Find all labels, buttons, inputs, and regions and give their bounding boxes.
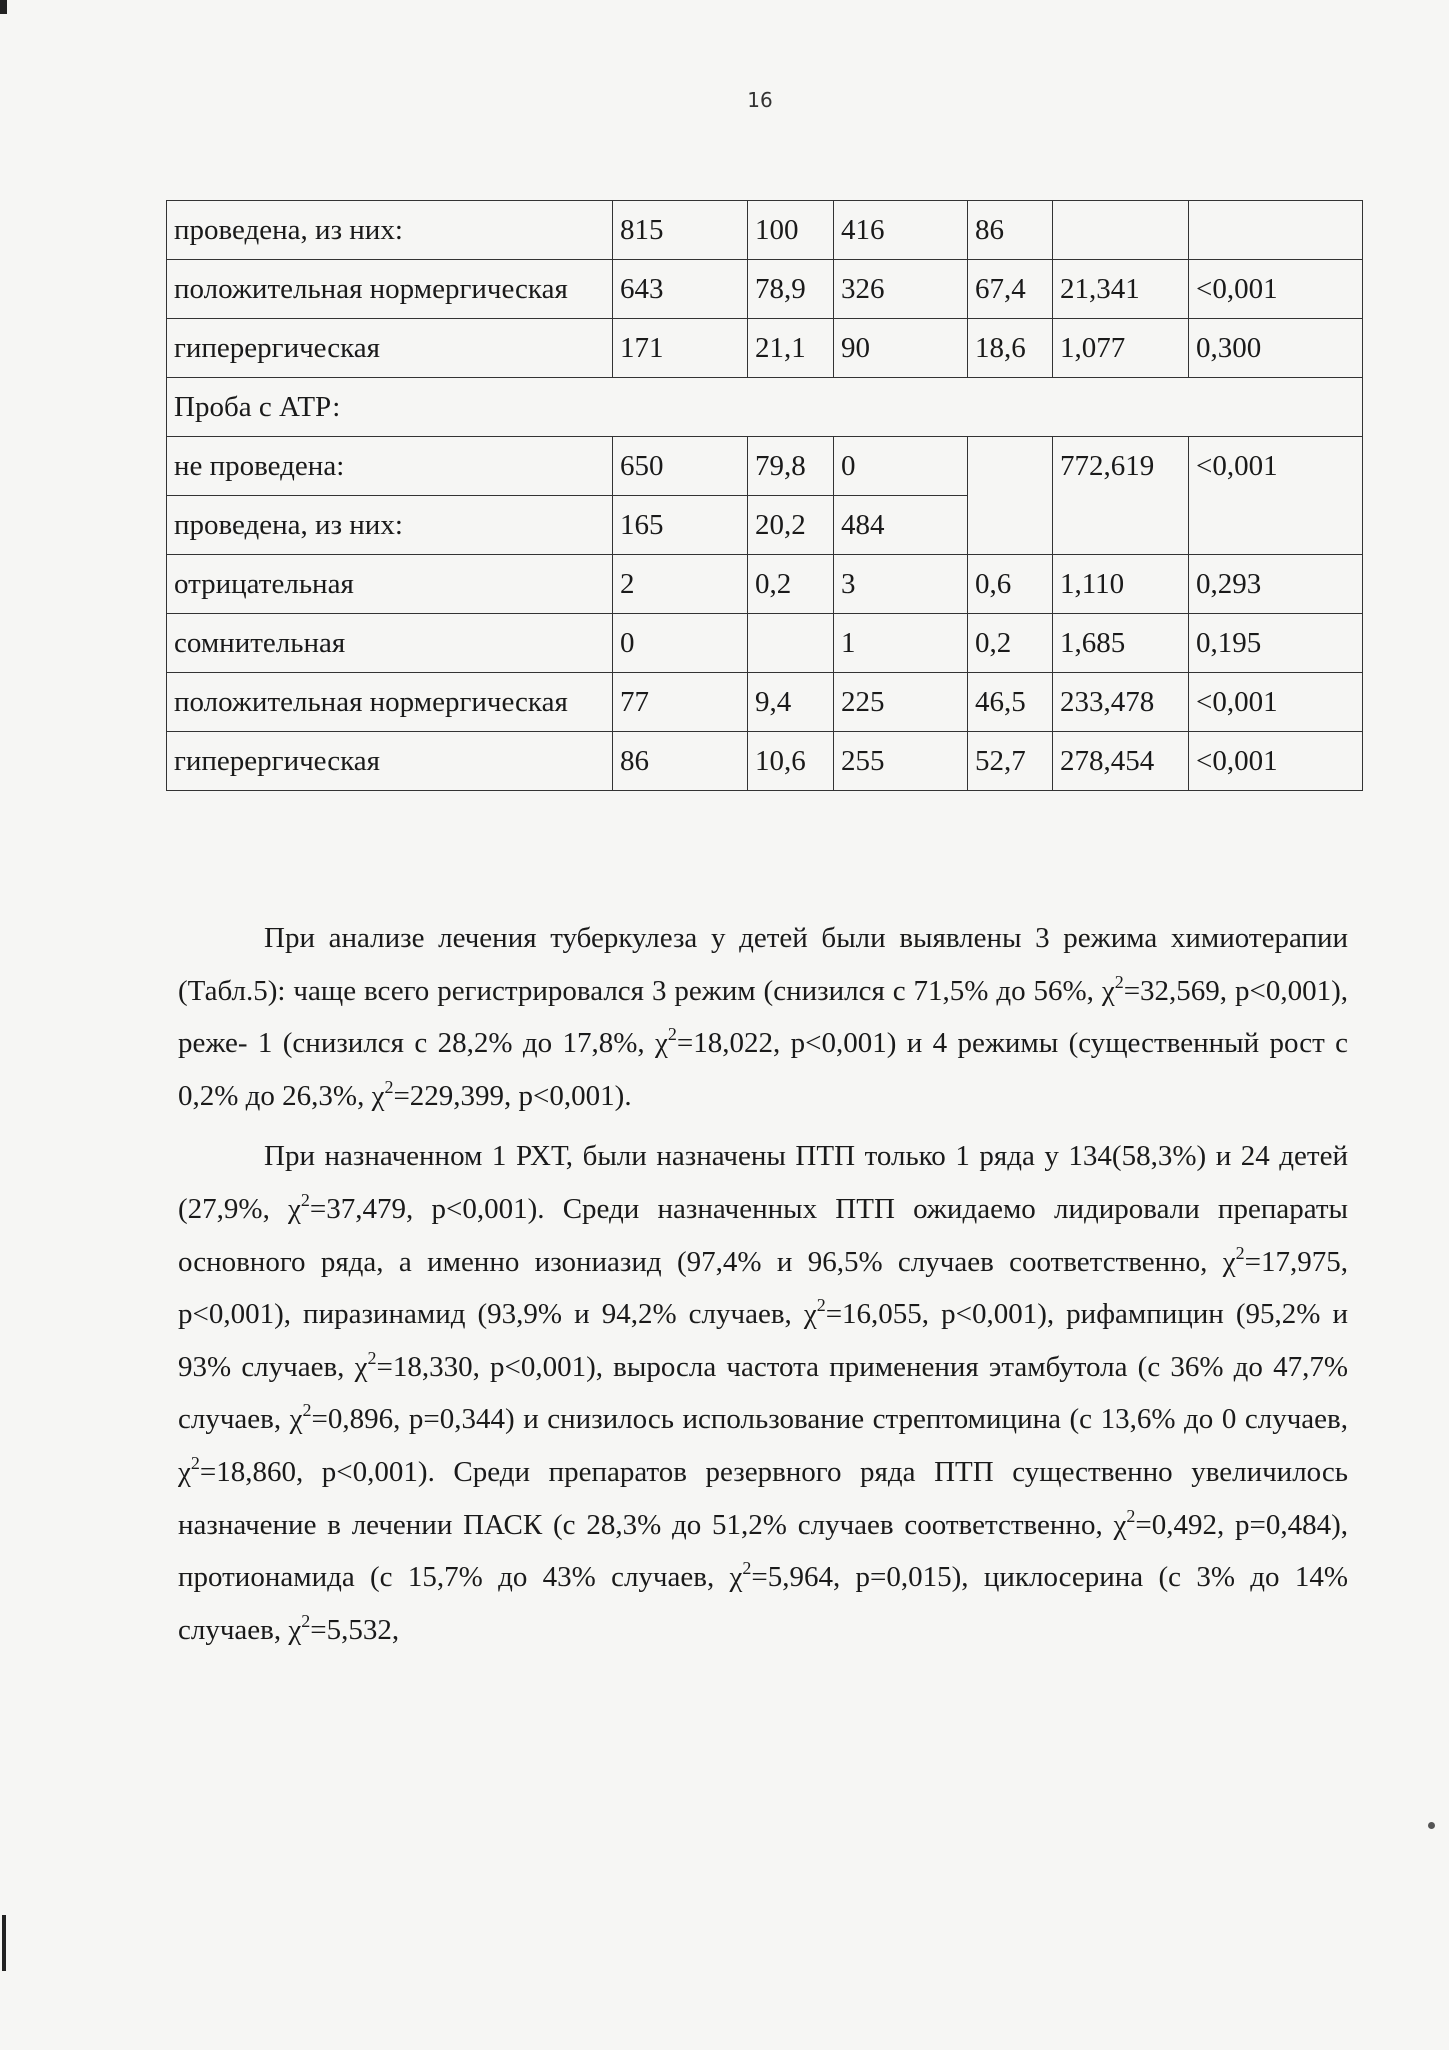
scan-margin-mark [2, 1915, 6, 1971]
table-cell: 20,2 [748, 496, 834, 555]
superscript: 2 [384, 1076, 394, 1097]
table-cell: 0,293 [1189, 555, 1363, 614]
table-cell: 0 [613, 614, 748, 673]
superscript: 2 [1114, 971, 1124, 992]
table-cell: 1 [834, 614, 968, 673]
table-cell [1053, 201, 1189, 260]
table-cell: 1,077 [1053, 319, 1189, 378]
table-cell: 650 [613, 437, 748, 496]
table-cell: 1,110 [1053, 555, 1189, 614]
superscript: 2 [816, 1295, 826, 1316]
body-text [178, 912, 1348, 1664]
table-cell: 3 [834, 555, 968, 614]
table-row [167, 555, 1363, 614]
superscript: 2 [742, 1558, 752, 1579]
table-cell: 90 [834, 319, 968, 378]
table-cell: 78,9 [748, 260, 834, 319]
table-cell: 21,1 [748, 319, 834, 378]
table-cell: 643 [613, 260, 748, 319]
table-row [167, 437, 1363, 496]
table-cell [1189, 201, 1363, 260]
table-cell: 171 [613, 319, 748, 378]
scan-margin-mark [0, 0, 7, 14]
table-row [167, 201, 1363, 260]
table-cell: 1,685 [1053, 614, 1189, 673]
text-run: При назначенном 1 РХТ, были назначены ПТП только 1 ряда у 134(58,3%) и 24 детей (27,9%, χ [178, 1140, 1348, 1225]
table-cell: <0,001 [1189, 673, 1363, 732]
table-cell: 0,2 [968, 614, 1053, 673]
text-run: =0,896, p=0,344) и снизилось использование стрептомицина (с 13,6% до 0 случаев, χ [178, 1403, 1348, 1488]
text-run: =16,055, p<0,001), рифампицин (95,2% и 93% случаев, χ [178, 1298, 1348, 1383]
text-run: =5,532, [310, 1613, 400, 1646]
table-cell: 21,341 [1053, 260, 1189, 319]
table-cell: 9,4 [748, 673, 834, 732]
table-cell [968, 437, 1053, 555]
table-row [167, 732, 1363, 791]
text-run: При анализе лечения туберкулеза у детей были выявлены 3 режима химиотерапии (Табл.5): чаще всего регистрировался 3 режим (снизился с 71,5% до 56%, χ [178, 922, 1348, 1007]
text-run: =32,569, p<0,001), реже- 1 (снизился с 28,2% до 17,8%, χ [178, 974, 1348, 1060]
text-run: =18,860, p<0,001). Среди препаратов резервного ряда ПТП существенно увеличилось назначение в лечении ПАСК (с 28,3% до 51,2% случаев соответственно, χ [178, 1455, 1348, 1541]
superscript: 2 [667, 1024, 677, 1045]
table-cell: 0,300 [1189, 319, 1363, 378]
table-section-row [167, 378, 1363, 437]
statistics-table [166, 200, 1363, 791]
table-cell: 0 [834, 437, 968, 496]
row-label: сомнительная [167, 614, 613, 673]
table-cell: 815 [613, 201, 748, 260]
text-run: =0,492, p=0,484), протионамида (с 15,7% до 43% случаев, χ [178, 1508, 1349, 1594]
table-cell: 86 [613, 732, 748, 791]
paragraph [178, 912, 1348, 1122]
table-cell: 46,5 [968, 673, 1053, 732]
superscript: 2 [190, 1452, 200, 1473]
table-cell: 416 [834, 201, 968, 260]
row-label: не проведена: [167, 437, 613, 496]
table-cell: 165 [613, 496, 748, 555]
table-row [167, 260, 1363, 319]
row-label: положительная нормергическая [167, 260, 613, 319]
table-cell: 67,4 [968, 260, 1053, 319]
superscript: 2 [302, 1400, 312, 1421]
table-cell: 772,619 [1053, 437, 1189, 555]
superscript: 2 [301, 1610, 311, 1631]
paragraph [178, 1130, 1348, 1656]
table-cell: 100 [748, 201, 834, 260]
table-cell: 18,6 [968, 319, 1053, 378]
table-cell: 86 [968, 201, 1053, 260]
text-run: =18,330, p<0,001), выросла частота применения этамбутола (с 36% до 47,7% случаев, χ [178, 1350, 1348, 1436]
superscript: 2 [300, 1189, 310, 1210]
row-label: проведена, из них: [167, 201, 613, 260]
table-cell: 0,2 [748, 555, 834, 614]
table-cell [748, 614, 834, 673]
table-cell: 0,6 [968, 555, 1053, 614]
table-cell: 255 [834, 732, 968, 791]
table-cell: 233,478 [1053, 673, 1189, 732]
table-row [167, 614, 1363, 673]
table-cell: 0,195 [1189, 614, 1363, 673]
superscript: 2 [367, 1347, 377, 1368]
table-cell: 77 [613, 673, 748, 732]
table-cell: 225 [834, 673, 968, 732]
row-label: гиперергическая [167, 319, 613, 378]
table-cell: <0,001 [1189, 437, 1363, 555]
page-number: 16 [747, 88, 773, 112]
superscript: 2 [1126, 1505, 1136, 1526]
row-label: положительная нормергическая [167, 673, 613, 732]
text-run: =18,022, p<0,001) и 4 режимы (существенный рост с 0,2% до 26,3%, χ [178, 1027, 1348, 1112]
table-cell: 79,8 [748, 437, 834, 496]
text-run: =229,399, p<0,001). [393, 1079, 632, 1112]
row-label: проведена, из них: [167, 496, 613, 555]
row-label: отрицательная [167, 555, 613, 614]
table-row [167, 319, 1363, 378]
superscript: 2 [1235, 1242, 1245, 1263]
table-cell: <0,001 [1189, 732, 1363, 791]
table-cell: 484 [834, 496, 968, 555]
table-row [167, 673, 1363, 732]
scan-dot [1428, 1822, 1435, 1829]
section-heading: Проба с АТР: [167, 378, 1363, 437]
text-run: =5,964, p=0,015), циклосерина (с 3% до 14% случаев, χ [178, 1561, 1348, 1646]
table-cell: 278,454 [1053, 732, 1189, 791]
table-cell: <0,001 [1189, 260, 1363, 319]
table-cell: 52,7 [968, 732, 1053, 791]
table-cell: 10,6 [748, 732, 834, 791]
table-cell: 2 [613, 555, 748, 614]
text-run: =37,479, p<0,001). Среди назначенных ПТП ожидаемо лидировали препараты основного ряда, а именно изониазид (97,4% и 96,5% случаев соответственно, χ [178, 1192, 1348, 1278]
text-run: =17,975, p<0,001), пиразинамид (93,9% и 94,2% случаев, χ [178, 1245, 1348, 1331]
row-label: гиперергическая [167, 732, 613, 791]
table-cell: 326 [834, 260, 968, 319]
